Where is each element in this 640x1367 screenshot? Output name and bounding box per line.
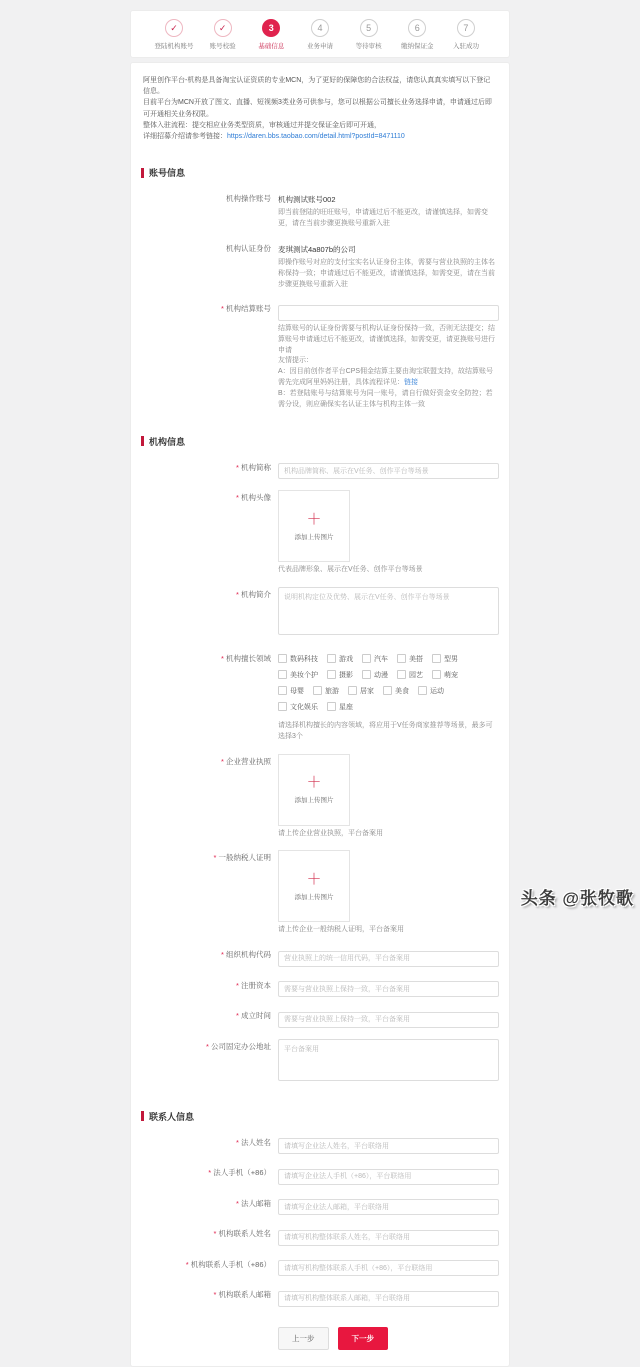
prev-step-button[interactable]: 上一步 [278,1327,329,1350]
domain-checkbox[interactable] [418,686,444,696]
checkbox-icon [362,670,371,679]
step-label: 缴纳保证金 [401,43,434,50]
plus-icon: ＋ [306,510,322,528]
field-registered-capital [141,978,499,998]
license-upload-box[interactable] [278,754,350,826]
operator-account-help: 即当前登陆的旺旺账号，申请通过后不能更改，请谨慎选择，如需变更，请在当前步骤更换账号重新入驻 [278,209,488,227]
settlement-tip-b: B：若登陆账号与结算账号为同一账号，请自行做好资金安全防控；若需分设，则应确保实名认证主体与机构主体一致 [278,389,493,408]
field-label: * 机构简称 [141,460,271,480]
checkbox-icon [327,670,336,679]
taxpayer-upload-box[interactable] [278,850,350,922]
step-wait-review [346,19,392,50]
domain-checkbox[interactable] [278,670,318,680]
taxpayer-caption: 请上传企业一般纳税人证明，平台备案用 [278,926,404,934]
field-label: * 机构简介 [141,587,271,640]
domain-checkbox[interactable] [362,670,388,680]
field-contact-name [141,1226,499,1246]
step-label: 入驻成功 [452,43,479,50]
field-label: * 法人姓名 [141,1135,271,1155]
domain-label: 文化娱乐 [290,703,318,711]
domain-label: 型男 [444,655,458,663]
checkbox-icon [418,686,427,695]
recruit-intro-link[interactable]: https://daren.bbs.taobao.com/detail.html?postId=8471110 [227,132,405,140]
form-actions [141,1327,499,1350]
domain-label: 汽车 [374,655,388,663]
settlement-help-line: 结算账号的认证身份需要与机构认证身份保持一致，否则无法提交；结算账号申请通过后不能更改，请谨慎选择，如需变更，请更换账号进行申请 [278,324,495,354]
avatar-caption: 代表品牌形象、展示在V任务、创作平台等场景 [278,566,423,574]
domain-checkbox[interactable] [327,702,353,712]
field-operator-account [141,191,499,230]
checkbox-icon [362,654,371,663]
watermark-toutiao: 头条 @张牧歌 [520,889,634,908]
step-account-verify [200,19,246,50]
domain-label: 萌宠 [444,671,458,679]
field-label: * 机构结算账号 [141,301,271,410]
check-icon: ✓ [165,19,183,37]
contact-name-input[interactable] [278,1230,499,1246]
field-label: 机构操作账号 [226,194,271,204]
notice-link-prefix: 详细招募介绍请参考链接： [143,132,227,140]
section-bar [141,168,144,178]
checkbox-icon [278,686,287,695]
checkbox-icon [278,702,287,711]
domain-checkbox[interactable] [432,670,458,680]
tip-a-text: A：因目前创作者平台CPS佣金结算主要由淘宝联盟支持，故结算账号需先完成阿里妈妈注册，具体流程详见： [278,368,494,387]
settlement-account-input[interactable] [278,305,499,321]
field-label: * 机构联系人手机（+86） [141,1257,271,1277]
step-indicator [151,19,489,50]
step-basic-info [248,19,294,50]
checkbox-icon [348,686,357,695]
field-label: * 法人邮箱 [141,1196,271,1216]
org-name-input[interactable] [278,463,499,479]
step-label: 等待审核 [355,43,382,50]
section-header-org [141,435,499,448]
upload-label: 添加上传图片 [294,893,334,901]
field-label: * 法人手机（+86） [141,1165,271,1185]
legal-phone-input[interactable] [278,1169,499,1185]
field-label: * 公司固定办公地址 [141,1039,271,1086]
registered-capital-input[interactable] [278,981,499,997]
field-label: * 机构联系人邮箱 [141,1287,271,1307]
field-org-name [141,460,499,480]
field-founded-date [141,1008,499,1028]
domain-checkbox[interactable] [432,654,458,664]
operator-account-value: 机构测试账号002 [278,195,336,205]
section-header-contact [141,1110,499,1123]
field-org-intro [141,587,499,640]
field-label: * 组织机构代码 [141,947,271,967]
settlement-help [278,324,499,411]
field-contact-phone [141,1257,499,1277]
field-settlement-account [141,301,499,410]
domain-label: 数码科技 [290,655,318,663]
field-label: * 注册资本 [141,978,271,998]
legal-name-input[interactable] [278,1138,499,1154]
step-label: 基础信息 [258,43,285,50]
field-label: * 机构擅长领域 [141,651,271,743]
upload-label: 添加上传图片 [294,533,334,541]
domain-checkbox[interactable] [278,686,304,696]
domain-label: 游戏 [339,655,353,663]
alimama-register-link[interactable]: 链接 [404,379,418,387]
section-bar [141,436,144,446]
field-office-address [141,1039,499,1086]
step-label: 账号校验 [209,43,236,50]
field-label: * 企业营业执照 [141,754,271,840]
step-label: 业务申请 [306,43,333,50]
domain-label: 摄影 [339,671,353,679]
domain-checkbox[interactable] [327,670,353,680]
section-title: 账号信息 [149,168,186,179]
identity-value: 麦琪测试4a807b的公司 [278,244,356,254]
step-business-apply [297,19,343,50]
intro-notice [141,73,499,142]
checkbox-icon [278,654,287,663]
checkbox-icon [397,670,406,679]
notice-line: 阿里创作平台-机构是具备淘宝认证资质的专业MCN，为了更好的保障您的合法权益，请您认真真实填写以下登记信息。 [143,77,491,96]
domain-checkbox[interactable] [327,654,353,664]
field-domains [141,651,499,743]
domain-label: 运动 [430,687,444,695]
checkbox-icon [327,702,336,711]
section-header-account [141,166,499,179]
step-login-account [151,19,197,50]
field-label: 机构认证身份 [226,243,271,253]
check-icon: ✓ [214,19,232,37]
checkbox-icon [432,670,441,679]
contact-phone-input[interactable] [278,1260,499,1276]
step-deposit [394,19,440,50]
domain-label: 园艺 [409,671,423,679]
plus-icon: ＋ [306,774,322,792]
domain-checkbox[interactable] [278,654,318,664]
notice-line [143,131,497,142]
actions-spacer [141,1327,278,1350]
domain-label: 美搭 [409,655,423,663]
field-taxpayer-proof [141,850,499,936]
step-number: 3 [262,19,280,37]
domain-label: 居家 [360,687,374,695]
domain-checkbox[interactable] [348,686,374,696]
org-code-input[interactable] [278,951,499,967]
checkbox-icon [383,686,392,695]
checkbox-icon [397,654,406,663]
domain-checkbox[interactable] [397,654,423,664]
org-intro-textarea[interactable] [278,587,499,635]
domain-checkbox[interactable] [278,702,318,712]
checkbox-icon [432,654,441,663]
domain-label: 美妆个护 [290,671,318,679]
identity-help: 即操作账号对应的支付宝实名认证身份主体，需要与营业执照的主体名称保持一致；申请通过后不能更改，请谨慎选择，如需变更，请在当前步骤更换账号重新入驻 [278,258,495,288]
field-contact-email [141,1287,499,1307]
domain-label: 旅游 [325,687,339,695]
field-label: * 成立时间 [141,1008,271,1028]
step-number: 5 [360,19,378,37]
settlement-tip-a [278,367,499,389]
field-legal-name [141,1135,499,1155]
step-success [443,19,489,50]
section-title: 联系人信息 [149,1111,195,1122]
step-number: 7 [457,19,475,37]
domain-tag-list [278,651,499,718]
domain-checkbox[interactable] [313,686,339,696]
domain-label: 母婴 [290,687,304,695]
checkbox-icon [313,686,322,695]
notice-line: 整体入驻流程：提交相应业务类型资质，审核通过并提交保证金后即可开通， [143,121,381,129]
office-address-textarea[interactable] [278,1039,499,1081]
settlement-tips-title: 友情提示： [278,357,313,365]
field-label: * 一般纳税人证明 [141,850,271,936]
domain-label: 动漫 [374,671,388,679]
notice-line: 目前平台为MCN开放了图文、直播、短视频3类业务可供参与，您可以根据公司擅长业务选择申请，申请通过后即可开通相关业务权限。 [143,99,492,118]
field-business-license [141,754,499,840]
field-legal-email [141,1196,499,1216]
domain-checkbox[interactable] [397,670,423,680]
field-label: * 机构头像 [141,490,271,576]
domain-checkbox[interactable] [362,654,388,664]
section-bar [141,1111,144,1121]
checkbox-icon [278,670,287,679]
founded-date-input[interactable] [278,1012,499,1028]
field-label: * 机构联系人姓名 [141,1226,271,1246]
contact-email-input[interactable] [278,1291,499,1307]
license-caption: 请上传企业营业执照，平台备案用 [278,829,383,837]
step-label: 登陆机构账号 [154,43,194,50]
domain-label: 美食 [395,687,409,695]
domains-caption: 请选择机构擅长的内容领域，将应用于V任务商家推荐等场景，最多可选择3个 [278,721,493,740]
field-org-avatar [141,490,499,576]
field-legal-phone [141,1165,499,1185]
field-org-code [141,947,499,967]
section-title: 机构信息 [149,436,186,447]
avatar-upload-box[interactable] [278,490,350,562]
field-identity [141,241,499,291]
registration-form-card [130,62,510,1367]
legal-email-input[interactable] [278,1199,499,1215]
checkbox-icon [327,654,336,663]
steps-card [130,10,510,58]
next-step-button[interactable]: 下一步 [338,1327,389,1350]
step-number: 6 [408,19,426,37]
step-number: 4 [311,19,329,37]
domain-checkbox[interactable] [383,686,409,696]
plus-icon: ＋ [306,870,322,888]
upload-label: 添加上传图片 [294,797,334,805]
domain-label: 星座 [339,703,353,711]
